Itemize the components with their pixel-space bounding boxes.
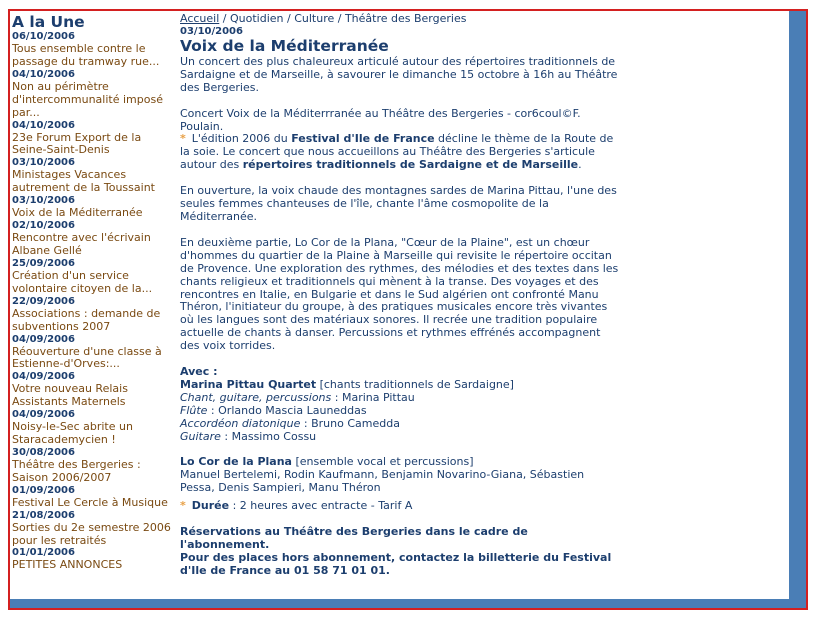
- p1-text-e: .: [578, 158, 582, 172]
- p1-text-a: L'édition 2006 du: [191, 132, 292, 146]
- article: [180, 13, 620, 578]
- p1-text-c: décline le thème de la Route de la soie. Le concert que nous accueillons au Théâtre des Bergeries s'articule autour des: [180, 132, 614, 172]
- performer: : Orlando Mascia Launeddas: [207, 403, 367, 417]
- news-date: 04/10/2006: [12, 119, 75, 131]
- news-link[interactable]: Tous ensemble contre le passage du tramway rue...: [12, 42, 160, 68]
- news-date: 02/10/2006: [12, 220, 75, 232]
- duration-line: [180, 500, 620, 513]
- duration-value: : 2 heures avec entracte - Tarif A: [229, 499, 413, 513]
- duration-label: Durée: [191, 499, 230, 513]
- news-date: 03/10/2006: [12, 195, 75, 207]
- news-link[interactable]: Noisy-le-Sec abrite un Staracademycien !: [12, 420, 133, 447]
- avec-label: Avec :: [180, 365, 218, 379]
- news-link[interactable]: Voix de la Méditerranée: [12, 206, 143, 220]
- news-date: 01/09/2006: [12, 484, 75, 496]
- group1-desc: [chants traditionnels de Sardaigne]: [316, 377, 514, 391]
- bullet-icon: *: [180, 132, 186, 146]
- role: Chant, guitare, percussions: [180, 390, 332, 404]
- news-date: 21/08/2006: [12, 509, 75, 521]
- performer: : Massimo Cossu: [220, 429, 317, 443]
- breadcrumb-sep: /: [219, 12, 230, 25]
- breadcrumb: [180, 13, 620, 26]
- news-link[interactable]: Festival Le Cercle à Musique: [12, 495, 168, 509]
- breadcrumb-theatre: Théâtre des Bergeries: [344, 12, 467, 25]
- role: Flûte: [180, 403, 208, 417]
- news-sidebar: [12, 13, 178, 572]
- breadcrumb-sep: /: [334, 12, 345, 25]
- breadcrumb-sep: /: [283, 12, 295, 25]
- news-date: 06/10/2006: [12, 31, 75, 42]
- news-link[interactable]: Non au périmètre d'intercommunalité imposé par...: [12, 79, 163, 119]
- breadcrumb-culture: Culture: [294, 12, 335, 25]
- paragraph-festival: [180, 133, 620, 172]
- role: Accordéon diatonique: [180, 416, 301, 430]
- group2-members: Manuel Bertelemi, Rodin Kaufmann, Benjamin Novarino-Giana, Sébastien Pessa, Denis Sampieri, Manu Théron: [180, 468, 585, 495]
- group1-name: Marina Pittau Quartet: [180, 377, 317, 391]
- news-date: 30/08/2006: [12, 446, 75, 458]
- repertoire-highlight: répertoires traditionnels de Sardaigne et de Marseille: [242, 158, 579, 172]
- group2-name: Lo Cor de la Plana: [180, 455, 292, 469]
- role-line-4: [180, 431, 620, 444]
- news-link[interactable]: Ministages Vacances autrement de la Toussaint: [12, 168, 155, 195]
- article-title: Voix de la Méditerranée: [180, 36, 389, 55]
- reservation-ticketing: Pour des places hors abonnement, contactez la billetterie du Festival d'Ile de France au 01 58 71 01 01.: [180, 550, 612, 577]
- news-link[interactable]: Création d'un service volontaire citoyen de la...: [12, 268, 153, 295]
- article-intro: Un concert des plus chaleureux articulé autour des répertoires traditionnels de Sardaigne et de Marseille, à savourer le dimanche 15 octobre à 16h au Théâtre des Bergeries.: [180, 54, 618, 94]
- news-link[interactable]: Rencontre avec l'écrivain Albane Gellé: [12, 231, 151, 257]
- news-date: 04/09/2006: [12, 409, 75, 421]
- news-date: 01/01/2006: [12, 547, 75, 559]
- news-link[interactable]: Votre nouveau Relais Assistants Maternels: [12, 382, 128, 409]
- news-date: 04/10/2006: [12, 68, 75, 80]
- news-date: 04/09/2006: [12, 371, 75, 383]
- news-link[interactable]: Sorties du 2e semestre 2006 pour les retraités: [12, 520, 171, 547]
- right-blue-bar: [789, 11, 806, 608]
- paragraph-opening: En ouverture, la voix chaude des montagnes sardes de Marina Pittau, l'une des seules femmes chanteuses de l'île, chante l'âme cosmopolite de la Méditerranée.: [180, 184, 617, 223]
- news-link[interactable]: Associations : demande de subventions 2007: [12, 306, 161, 333]
- page-frame: [8, 9, 808, 610]
- news-link[interactable]: PETITES ANNONCES: [12, 558, 123, 572]
- breadcrumb-home-link[interactable]: Accueil: [180, 12, 220, 25]
- role: Guitare: [180, 429, 221, 443]
- performer: : Marina Pittau: [331, 390, 415, 404]
- group2-desc: [ensemble vocal et percussions]: [291, 455, 474, 469]
- sidebar-title: A la Une: [12, 13, 85, 31]
- content-area: [10, 11, 789, 599]
- festival-name: Festival d'Ile de France: [291, 132, 435, 146]
- news-list: [12, 31, 178, 572]
- article-date: 03/10/2006: [180, 25, 243, 37]
- photo-caption: Concert Voix de la Méditerrranée au Théâtre des Bergeries - cor6coul©F. Poulain.: [180, 106, 581, 133]
- bullet-icon: *: [180, 499, 186, 513]
- reservation-subscription: Réservations au Théâtre des Bergeries dans le cadre de l'abonnement.: [180, 525, 528, 551]
- news-link[interactable]: Réouverture d'une classe à Estienne-d'Orves:...: [12, 344, 162, 371]
- news-date: 25/09/2006: [12, 257, 75, 269]
- bottom-blue-bar: [10, 599, 806, 608]
- news-link[interactable]: 23e Forum Export de la Seine-Saint-Denis: [12, 130, 142, 157]
- breadcrumb-quotidien: Quotidien: [229, 12, 284, 25]
- news-date: 22/09/2006: [12, 295, 75, 307]
- news-link[interactable]: Théâtre des Bergeries : Saison 2006/2007: [12, 457, 141, 484]
- news-date: 04/09/2006: [12, 333, 75, 345]
- news-date: 03/10/2006: [12, 157, 75, 169]
- performer: : Bruno Camedda: [300, 416, 400, 430]
- paragraph-second-part: En deuxième partie, Lo Cor de la Plana, "Cœur de la Plaine", est un chœur d'hommes du quartier de la Plaine à Marseille qui revisite le répertoire occitan de Provence. Une exploration des rythmes, des mélodies et des textes dans les chants religieux et traditionnels qui mènent à la transe. Des voyages et des rencontres en Italie, en Bulgarie et dans le Sud algérien ont confronté Manu Théron, l'initiateur du groupe, à des pratiques musicales encore très vivantes où les langues sont des matériaux sonores. Il recrée une tradition populaire actuelle de chants à danser. Percussions et rythmes effrénés accompagnent des voix torrides.: [180, 235, 619, 353]
